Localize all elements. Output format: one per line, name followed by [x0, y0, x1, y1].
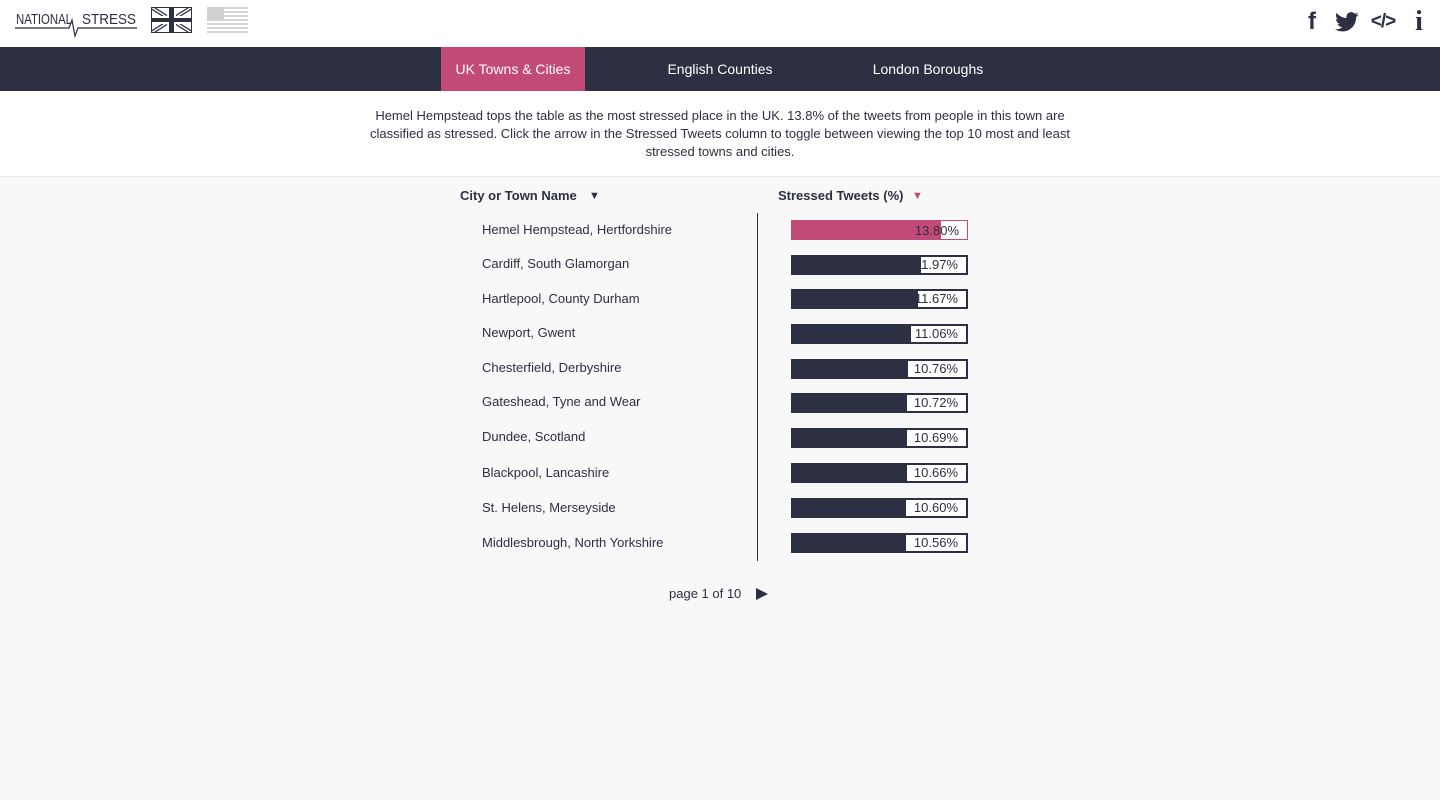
stress-bar[interactable]	[791, 255, 968, 275]
stress-bar-fill	[793, 500, 906, 516]
twitter-bird-icon	[1335, 12, 1359, 32]
stress-bar[interactable]	[791, 324, 968, 344]
svg-text:NATIONAL: NATIONAL	[16, 11, 72, 28]
row-name: Middlesbrough, North Yorkshire	[482, 535, 664, 550]
stress-value: 10.69%	[913, 430, 958, 445]
intro-panel	[0, 91, 1440, 177]
sort-name-arrow-icon[interactable]: ▼	[589, 190, 600, 202]
row-name: Hemel Hempstead, Hertfordshire	[482, 222, 673, 237]
twitter-icon[interactable]	[1333, 8, 1361, 36]
tab-uk-towns-cities[interactable]: UK Towns & Cities	[441, 47, 585, 91]
next-page-arrow-icon[interactable]	[755, 587, 769, 601]
stress-value: 10.76%	[913, 361, 958, 376]
column-header-stressed-tweets[interactable]: Stressed Tweets (%)	[778, 188, 904, 203]
top-bar	[0, 0, 1440, 47]
column-header-name[interactable]: City or Town Name	[460, 188, 577, 203]
row-name: Hartlepool, County Durham	[482, 291, 640, 306]
column-divider	[757, 213, 758, 561]
embed-code-icon[interactable]	[1369, 8, 1397, 36]
stress-bar[interactable]	[791, 393, 968, 413]
page-indicator: page 1 of 10	[669, 586, 742, 601]
row-name: Dundee, Scotland	[482, 429, 586, 444]
stress-bar-fill	[793, 465, 907, 481]
embed-glyph: </>	[1370, 11, 1396, 32]
stress-value: 13.80%	[914, 223, 959, 238]
stress-bar-fill	[793, 535, 906, 551]
row-name: Blackpool, Lancashire	[482, 465, 610, 480]
stress-bar-fill	[793, 361, 908, 377]
row-name: Newport, Gwent	[482, 325, 576, 340]
info-icon[interactable]	[1405, 8, 1433, 36]
row-name: St. Helens, Merseyside	[482, 500, 616, 515]
stress-bar[interactable]	[791, 220, 968, 240]
sort-stressed-arrow-icon[interactable]: ▼	[912, 190, 923, 202]
category-nav	[0, 47, 1440, 91]
stress-bar[interactable]	[791, 498, 968, 518]
stress-value: 11.06%	[914, 326, 958, 341]
stress-bar[interactable]	[791, 428, 968, 448]
uk-flag-icon[interactable]	[151, 7, 192, 33]
tab-english-counties[interactable]: English Counties	[667, 61, 773, 77]
tab-london-boroughs[interactable]: London Boroughs	[872, 61, 984, 77]
intro-text: Hemel Hempstead tops the table as the most stressed place in the UK. 13.8% of the tweets from people in this town are classified as stressed. Click the arrow in the Stressed Tweets column to toggle between viewing the top 10 most and least stressed towns and cities.	[370, 108, 1070, 159]
stress-bar[interactable]	[791, 463, 968, 483]
row-name: Gateshead, Tyne and Wear	[482, 394, 641, 409]
row-name: Cardiff, South Glamorgan	[482, 256, 630, 271]
svg-text:STRESS: STRESS	[82, 11, 136, 28]
stress-value: 10.56%	[913, 535, 958, 550]
stress-value: 10.66%	[913, 465, 958, 480]
stress-bar-fill	[793, 326, 911, 342]
stress-bar-fill	[793, 395, 907, 411]
facebook-icon[interactable]	[1298, 8, 1326, 36]
stress-value: 10.72%	[913, 395, 958, 410]
stress-bar[interactable]	[791, 533, 968, 553]
us-flag-icon[interactable]	[207, 7, 248, 33]
stress-bar[interactable]	[791, 289, 968, 309]
stress-value: 11.67%	[914, 291, 958, 306]
stress-bar-fill	[793, 430, 907, 446]
stress-bar[interactable]	[791, 359, 968, 379]
facebook-glyph: f	[1308, 8, 1316, 35]
stress-value: 10.60%	[913, 500, 958, 515]
stress-bar-fill	[793, 257, 921, 273]
stress-value: 11.97%	[914, 257, 958, 272]
stress-bar-fill	[793, 291, 918, 307]
info-glyph: i	[1415, 6, 1423, 37]
national-stress-logo[interactable]	[15, 8, 137, 38]
row-name: Chesterfield, Derbyshire	[482, 360, 622, 375]
